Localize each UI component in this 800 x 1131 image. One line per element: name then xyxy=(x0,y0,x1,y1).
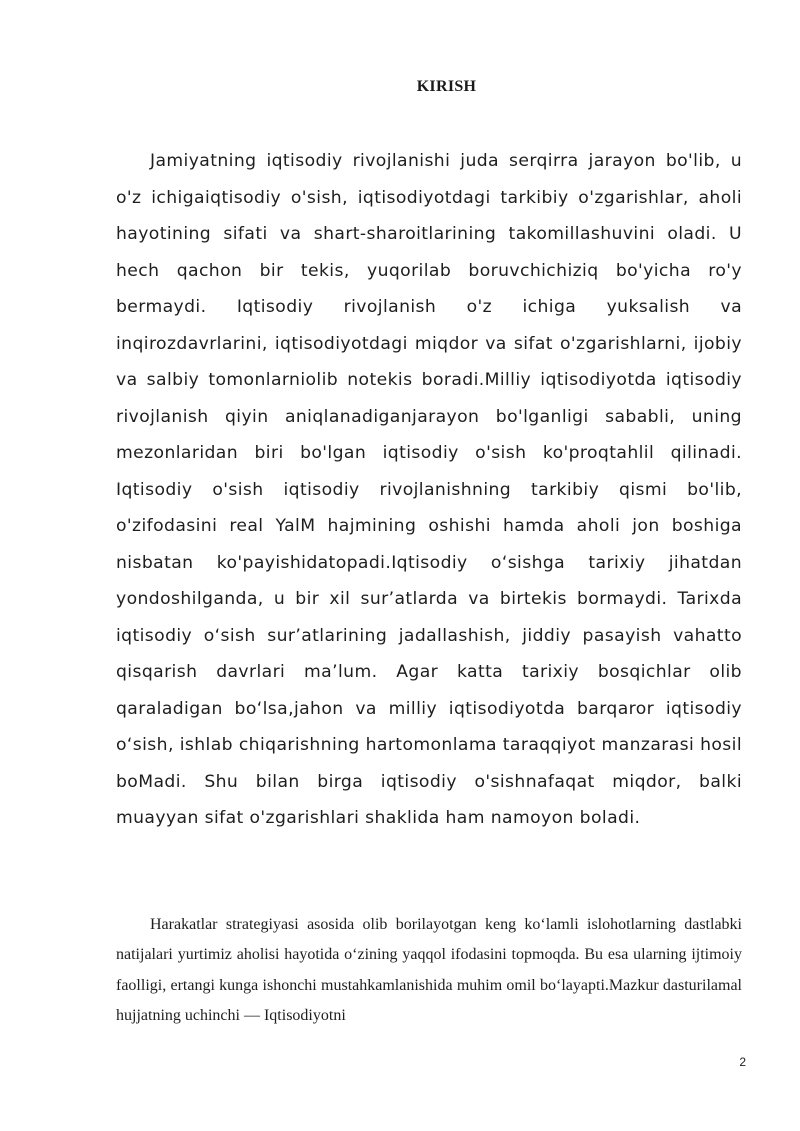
page-number: 2 xyxy=(739,1055,746,1069)
body-paragraph-2: Harakatlar strategiyasi asosida olib borilayotgan keng ko‘lamli islohotlarning dastlabki natijalari yurtimiz aholisi hayotida o‘zining yaqqol ifodasini topmoqda. Bu esa ularning ijtimoiy faolligi, ertangi kunga ishonchi mustahkamlanishida muhim omil bo‘layapti.Mazkur dasturilamal hujjatning uchinchi — Iqtisodiyotni xyxy=(116,916,742,1025)
section-title: KIRISH xyxy=(416,78,477,95)
body-paragraph-1: Jamiyatning iqtisodiy rivojlanishi juda serqirra jarayon bo'lib, u o'z ichigaiqtisodiy o'sish, iqtisodiyotdagi tarkibiy o'zgarishlar, aholi hayotining sifati va shart-sharoitlarining takomillashuvini oladi. U hech qachon bir tekis, yuqorilab boruvchichiziq bo'yicha ro'y bermaydi. Iqtisodiy rivojlanish o'z ichiga yuksalish va inqirozdavrlarini, iqtisodiyotdagi miqdor va sifat o'zgarishlarni, ijobiy va salbiy tomonlarniolib notekis boradi.Milliy iqtisodiyotda iqtisodiy rivojlanish qiyin aniqlanadiganjarayon bo'lganligi sababli, uning mezonlaridan biri bo'lgan iqtisodiy o'sish ko'proqtahlil qilinadi. Iqtisodiy o'sish iqtisodiy rivojlanishning tarkibiy qismi bo'lib, o'zifodasini real YalM hajmining oshishi hamda aholi jon boshiga nisbatan ko'payishidatopadi.Iqtisodiy o‘sishga tarixiy jihatdan yondoshilganda, u bir xil sur’atlarda va birtekis bormaydi. Tarixda iqtisodiy o‘sish sur’atlarining jadallashish, jiddiy pasayish vahatto qisqarish davrlari ma’lum. Agar katta tarixiy bosqichlar olib qaraladigan bo‘lsa,jahon va milliy iqtisodiyotda barqaror iqtisodiy o‘sish, ishlab chiqarishning hartomonlama taraqqiyot manzarasi hosil boMadi. Shu bilan birga iqtisodiy o'sishnafaqat miqdor, balki muayyan sifat o'zgarishlari shaklida ham namoyon boladi. xyxy=(116,151,742,828)
